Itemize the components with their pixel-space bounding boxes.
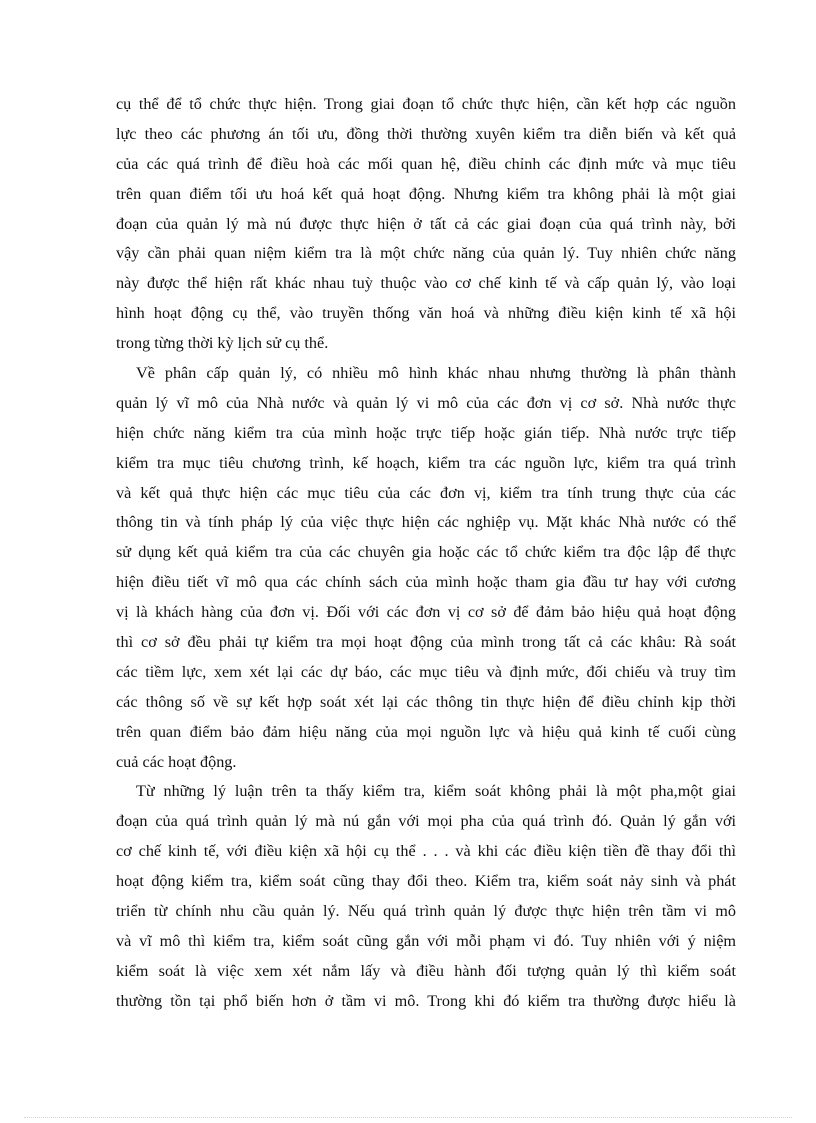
text-line: hiện chức năng kiểm tra của mình hoặc trực tiếp hoặc gián tiếp. Nhà nước trực tiếp	[116, 423, 736, 442]
text-line: trên quan điểm bảo đảm hiệu năng của mọi nguồn lực và hiệu quả kinh tế cuối cùng	[116, 722, 736, 741]
text-line: của các quá trình để điều hoà các mối quan hệ, điều chỉnh các định mức và mục tiêu	[116, 154, 736, 173]
document-body	[116, 90, 736, 1017]
text-line: này được thể hiện rất khác nhau tuỳ thuộc vào cơ chế kinh tế và cấp quản lý, vào loại	[116, 274, 736, 293]
paragraph-2	[116, 359, 736, 777]
text-line: hoạt động kiểm tra, kiểm soát cũng thay đổi theo. Kiểm tra, kiểm soát nảy sinh và phát	[116, 872, 736, 891]
text-line: vị là khách hàng của đơn vị. Đối với các đơn vị cơ sở để đảm bảo hiệu quả hoạt động	[116, 603, 736, 622]
text-line: Từ những lý luận trên ta thấy kiểm tra, kiểm soát không phải là một pha,một giai	[136, 782, 736, 801]
text-line: đoạn của quá trình quản lý mà nú gắn với mọi pha của quá trình đó. Quản lý gắn với	[116, 812, 736, 831]
text-line: cuả các hoạt động.	[116, 752, 237, 771]
text-line: kiểm soát là việc xem xét nắm lấy và điều hành đối tượng quản lý thì kiểm soát	[116, 961, 736, 980]
text-line: triển từ chính nhu cầu quản lý. Nếu quá trình quản lý được thực hiện trên tầm vi mô	[116, 902, 736, 921]
text-line: kiểm tra mục tiêu chương trình, kế hoạch, kiểm tra các nguồn lực, kiểm tra quá trình	[116, 453, 736, 472]
text-line: đoạn của quản lý mà nú được thực hiện ở tất cả các giai đoạn của quá trình này, bởi	[116, 214, 736, 233]
text-line: thì cơ sở đều phải tự kiểm tra mọi hoạt động của mình trong tất cả các khâu: Rà soát	[116, 633, 736, 652]
text-line: Về phân cấp quản lý, có nhiều mô hình khác nhau nhưng thường là phân thành	[136, 364, 736, 383]
text-line: hình hoạt động cụ thể, vào truyền thống văn hoá và những điều kiện kinh tế xã hội	[116, 304, 736, 323]
text-line: thông tin và tính pháp lý của việc thực hiện các nghiệp vụ. Mặt khác Nhà nước có thể	[116, 513, 736, 532]
text-line: các thông số về sự kết hợp soát xét lại các thông tin thực hiện để điều chỉnh kịp thời	[116, 692, 736, 711]
text-line: sử dụng kết quả kiểm tra của các chuyên gia hoặc các tổ chức kiểm tra độc lập để thực	[116, 543, 736, 562]
text-line: vậy cần phải quan niệm kiểm tra là một chức năng của quản lý. Tuy nhiên chức năng	[116, 244, 736, 263]
text-line: các tiềm lực, xem xét lại các dự báo, các mục tiêu và định mức, đối chiếu và truy tìm	[116, 662, 736, 681]
text-line: trong từng thời kỳ lịch sử cụ thể.	[116, 334, 329, 353]
text-line: cơ chế kinh tế, với điều kiện xã hội cụ thể . . . và khi các điều kiện tiền đề thay đổi thì	[116, 842, 736, 861]
paragraph-1	[116, 90, 736, 359]
text-line: và kết quả thực hiện các mục tiêu của các đơn vị, kiểm tra tính trung thực của các	[116, 483, 736, 502]
page-bottom-divider	[24, 1117, 792, 1118]
text-line: thường tồn tại phổ biến hơn ở tầm vi mô. Trong khi đó kiểm tra thường được hiểu là	[116, 991, 736, 1010]
text-line: trên quan điểm tối ưu hoá kết quả hoạt động. Nhưng kiểm tra không phải là một giai	[116, 184, 736, 203]
text-line: lực theo các phương án tối ưu, đồng thời thường xuyên kiểm tra diễn biến và kết quả	[116, 124, 736, 143]
text-line: cụ thể để tổ chức thực hiện. Trong giai đoạn tổ chức thực hiện, cần kết hợp các nguồn	[116, 95, 736, 113]
text-line: và vĩ mô thì kiểm tra, kiểm soát cũng gắn với mỗi phạm vi đó. Tuy nhiên với ý niệm	[116, 931, 736, 950]
text-line: quản lý vĩ mô của Nhà nước và quản lý vi mô của các đơn vị cơ sở. Nhà nước thực	[116, 393, 736, 412]
text-line: hiện điều tiết vĩ mô qua các chính sách của mình hoặc tham gia đầu tư hay với cương	[116, 573, 736, 592]
paragraph-3	[116, 777, 736, 1016]
